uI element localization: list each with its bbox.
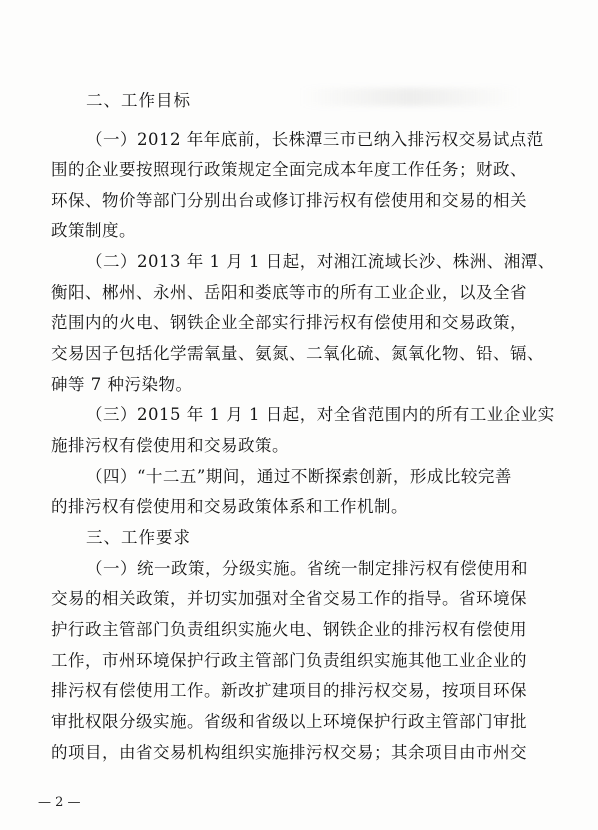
paragraph-line: 交易的相关政策，并切实加强对全省交易工作的指导。省环境保: [51, 589, 527, 608]
paragraph-line: 工作，市州环境保护行政主管部门负责组织实施其他工业企业的: [51, 651, 527, 670]
paragraph-line: 施排污权有偿使用和交易政策。: [51, 436, 289, 455]
paragraph-line: 的项目，由省交易机构组织实施排污权交易；其余项目由市州交: [51, 743, 527, 762]
paragraph-line: 交易因子包括化学需氧量、氨氮、二氧化硫、氮氧化物、铅、镉、: [51, 344, 544, 363]
section-heading-goals: 二、工作目标: [86, 91, 191, 110]
paragraph-line: （四）“十二五”期间，通过不断探索创新，形成比较完善: [86, 467, 512, 486]
paragraph-line: 环保、物价等部门分别出台或修订排污权有偿使用和交易的相关: [51, 191, 527, 210]
paragraph-line: （一）2012 年年底前，长株潭三市已纳入排污权交易试点范: [86, 130, 544, 149]
bleed-through-mark: [300, 88, 520, 106]
paragraph-line: （三）2015 年 1 月 1 日起，对全省范围内的所有工业企业实: [86, 405, 555, 424]
paragraph-line: 砷等 7 种污染物。: [51, 375, 193, 394]
paragraph-line: 政策制度。: [51, 221, 136, 240]
paragraph-line: 范围内的火电、钢铁企业全部实行排污权有偿使用和交易政策，: [51, 313, 527, 332]
paragraph-line: 的排污权有偿使用和交易政策体系和工作机制。: [51, 497, 408, 516]
paragraph-line: 围的企业要按照现行政策规定全面完成本年度工作任务；财政、: [51, 160, 527, 179]
paragraph-line: 审批权限分级实施。省级和省级以上环境保护行政主管部门审批: [51, 712, 527, 731]
paragraph-line: 排污权有偿使用工作。新改扩建项目的排污权交易，按项目环保: [51, 681, 527, 700]
paragraph-line: （一）统一政策，分级实施。省统一制定排污权有偿使用和: [86, 559, 528, 578]
page-number: — 2 —: [38, 795, 81, 810]
paragraph-line: 衡阳、郴州、永州、岳阳和娄底等市的所有工业企业，以及全省: [51, 283, 527, 302]
section-heading-requirements: 三、工作要求: [86, 528, 191, 547]
paragraph-line: （二）2013 年 1 月 1 日起，对湘江流域长沙、株洲、湘潭、: [86, 252, 555, 271]
paragraph-line: 护行政主管部门负责组织实施火电、钢铁企业的排污权有偿使用: [51, 620, 527, 639]
